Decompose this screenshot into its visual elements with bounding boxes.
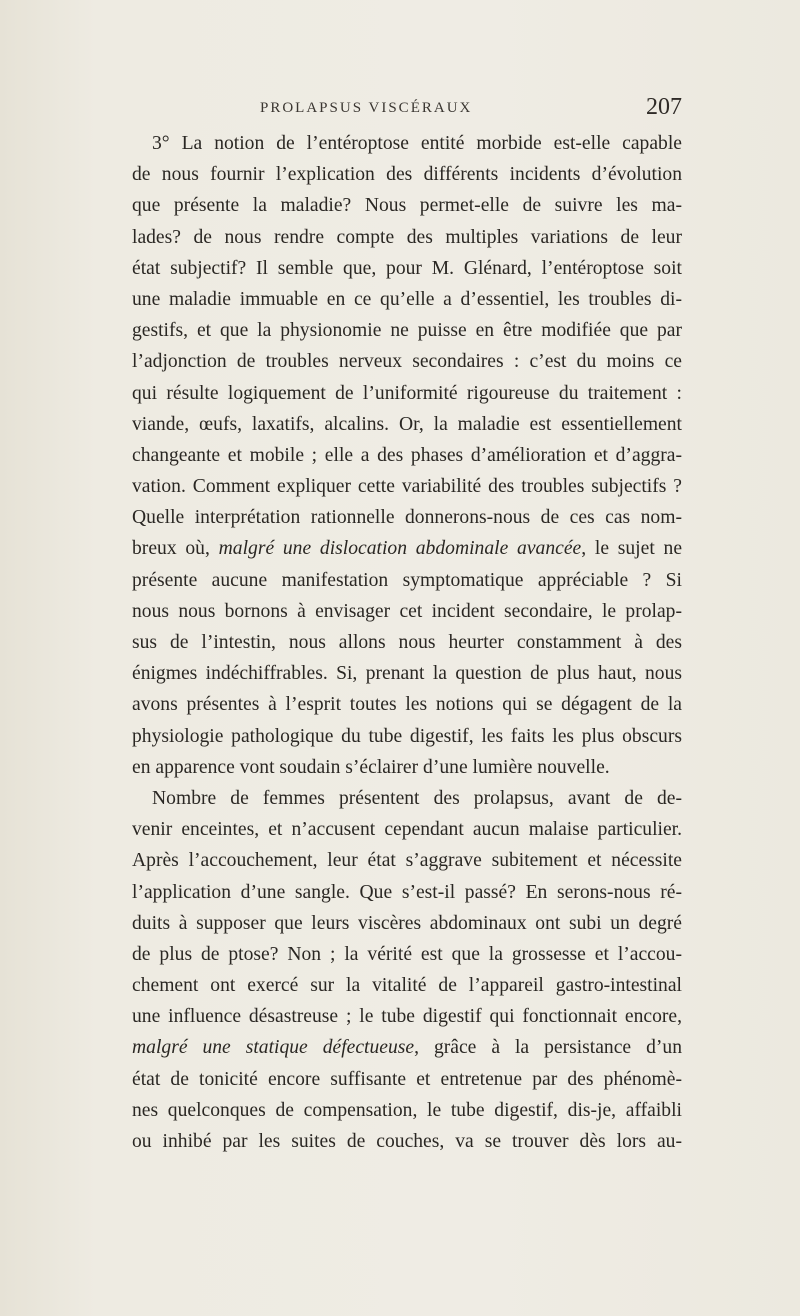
page-header	[130, 94, 682, 124]
text-segment: venir enceintes, et n’accusent cependant aucun malaise particulier.	[132, 819, 682, 841]
text-segment: état de tonicité encore suffisante et entretenue par des phénomè-	[132, 1068, 682, 1090]
text-line	[132, 783, 682, 814]
text-segment: Quelle interprétation rationnelle donnerons-nous de ces cas nom-	[132, 507, 682, 529]
text-line	[132, 409, 682, 440]
text-segment: avons présentes à l’esprit toutes les notions qui se dégagent de la	[132, 694, 682, 716]
text-line	[132, 752, 682, 783]
text-line	[132, 502, 682, 533]
text-line	[132, 159, 682, 190]
text-line	[132, 378, 682, 409]
text-segment: état subjectif? Il semble que, pour M. Glénard, l’entéroptose soit	[132, 257, 682, 279]
text-segment: une influence désastreuse ; le tube digestif qui fonctionnait encore,	[132, 1006, 682, 1028]
text-segment: physiologie pathologique du tube digestif, les faits les plus obscurs	[132, 725, 682, 747]
text-segment: chement ont exercé sur la vitalité de l’appareil gastro-intestinal	[132, 975, 682, 997]
text-line	[132, 970, 682, 1001]
text-segment: Après l’accouchement, leur état s’aggrave subitement et nécessite	[132, 850, 682, 872]
italic-text: malgré une dislocation abdominale avancée	[218, 538, 582, 560]
text-line	[132, 814, 682, 845]
text-segment: présente aucune manifestation symptomatique appréciable ? Si	[132, 569, 682, 591]
text-segment: vation. Comment expliquer cette variabilité des troubles subjectifs ?	[132, 476, 682, 498]
text-segment: ou inhibé par les suites de couches, va se trouver dès lors au-	[132, 1131, 682, 1152]
text-line	[132, 253, 682, 284]
text-segment: énigmes indéchiffrables. Si, prenant la question de plus haut, nous	[132, 663, 682, 685]
text-segment: une maladie immuable en ce qu’elle a d’essentiel, les troubles di-	[132, 288, 682, 310]
text-segment: l’adjonction de troubles nerveux secondaires : c’est du moins ce	[132, 351, 682, 373]
text-line	[132, 284, 682, 315]
page-number: 207	[646, 94, 682, 120]
text-line	[132, 533, 682, 564]
text-line	[132, 658, 682, 689]
text-line	[132, 845, 682, 876]
text-line	[132, 596, 682, 627]
text-segment: , grâce à la persistance d’un	[414, 1037, 682, 1059]
text-line	[132, 222, 682, 253]
text-line	[132, 346, 682, 377]
text-segment: que présente la maladie? Nous permet-elle de suivre les ma-	[132, 195, 682, 217]
text-line	[132, 440, 682, 471]
text-segment: Nombre de femmes présentent des prolapsus, avant de de-	[152, 787, 682, 809]
text-line	[132, 1064, 682, 1095]
text-segment: viande, œufs, laxatifs, alcalins. Or, la maladie est essentiellement	[132, 413, 682, 435]
text-segment: de nous fournir l’explication des différents incidents d’évolution	[132, 164, 682, 186]
text-segment: nes quelconques de compensation, le tube digestif, dis-je, affaibli	[132, 1099, 682, 1121]
text-line	[132, 627, 682, 658]
text-segment: en apparence vont soudain s’éclairer d’une lumière nouvelle.	[132, 756, 610, 778]
text-line	[132, 689, 682, 720]
text-line	[132, 471, 682, 502]
text-segment: , le sujet ne	[581, 538, 683, 560]
text-line	[132, 128, 682, 159]
text-segment: breux où,	[132, 538, 219, 560]
text-segment: de plus de ptose? Non ; la vérité est que la grossesse et l’accou-	[132, 943, 682, 965]
text-segment: lades? de nous rendre compte des multiples variations de leur	[132, 226, 682, 248]
body-text	[132, 128, 682, 1157]
text-segment: nous nous bornons à envisager cet incident secondaire, le prolap-	[132, 600, 682, 622]
text-line	[132, 721, 682, 752]
running-head: PROLAPSUS VISCÉRAUX	[260, 100, 473, 116]
text-segment: changeante et mobile ; elle a des phases d’amélioration et d’aggra-	[132, 444, 682, 466]
text-segment: l’application d’une sangle. Que s’est-il passé? En serons-nous ré-	[132, 881, 682, 903]
text-segment: duits à supposer que leurs viscères abdominaux ont subi un degré	[132, 912, 682, 934]
text-line	[132, 565, 682, 596]
text-line	[132, 877, 682, 908]
text-line	[132, 908, 682, 939]
text-line	[132, 1032, 682, 1063]
text-line	[132, 939, 682, 970]
text-segment: qui résulte logiquement de l’uniformité rigoureuse du traitement :	[132, 382, 682, 404]
text-line	[132, 315, 682, 346]
text-line	[132, 190, 682, 221]
text-segment: sus de l’intestin, nous allons nous heurter constamment à des	[132, 632, 682, 653]
text-line	[132, 1095, 682, 1126]
text-segment: 3° La notion de l’entéroptose entité morbide est-elle capable	[152, 133, 682, 154]
italic-text: malgré une statique défectueuse	[132, 1037, 415, 1059]
text-line	[132, 1001, 682, 1032]
text-line	[132, 1126, 682, 1157]
text-segment: gestifs, et que la physionomie ne puisse en être modifiée que par	[132, 320, 682, 342]
